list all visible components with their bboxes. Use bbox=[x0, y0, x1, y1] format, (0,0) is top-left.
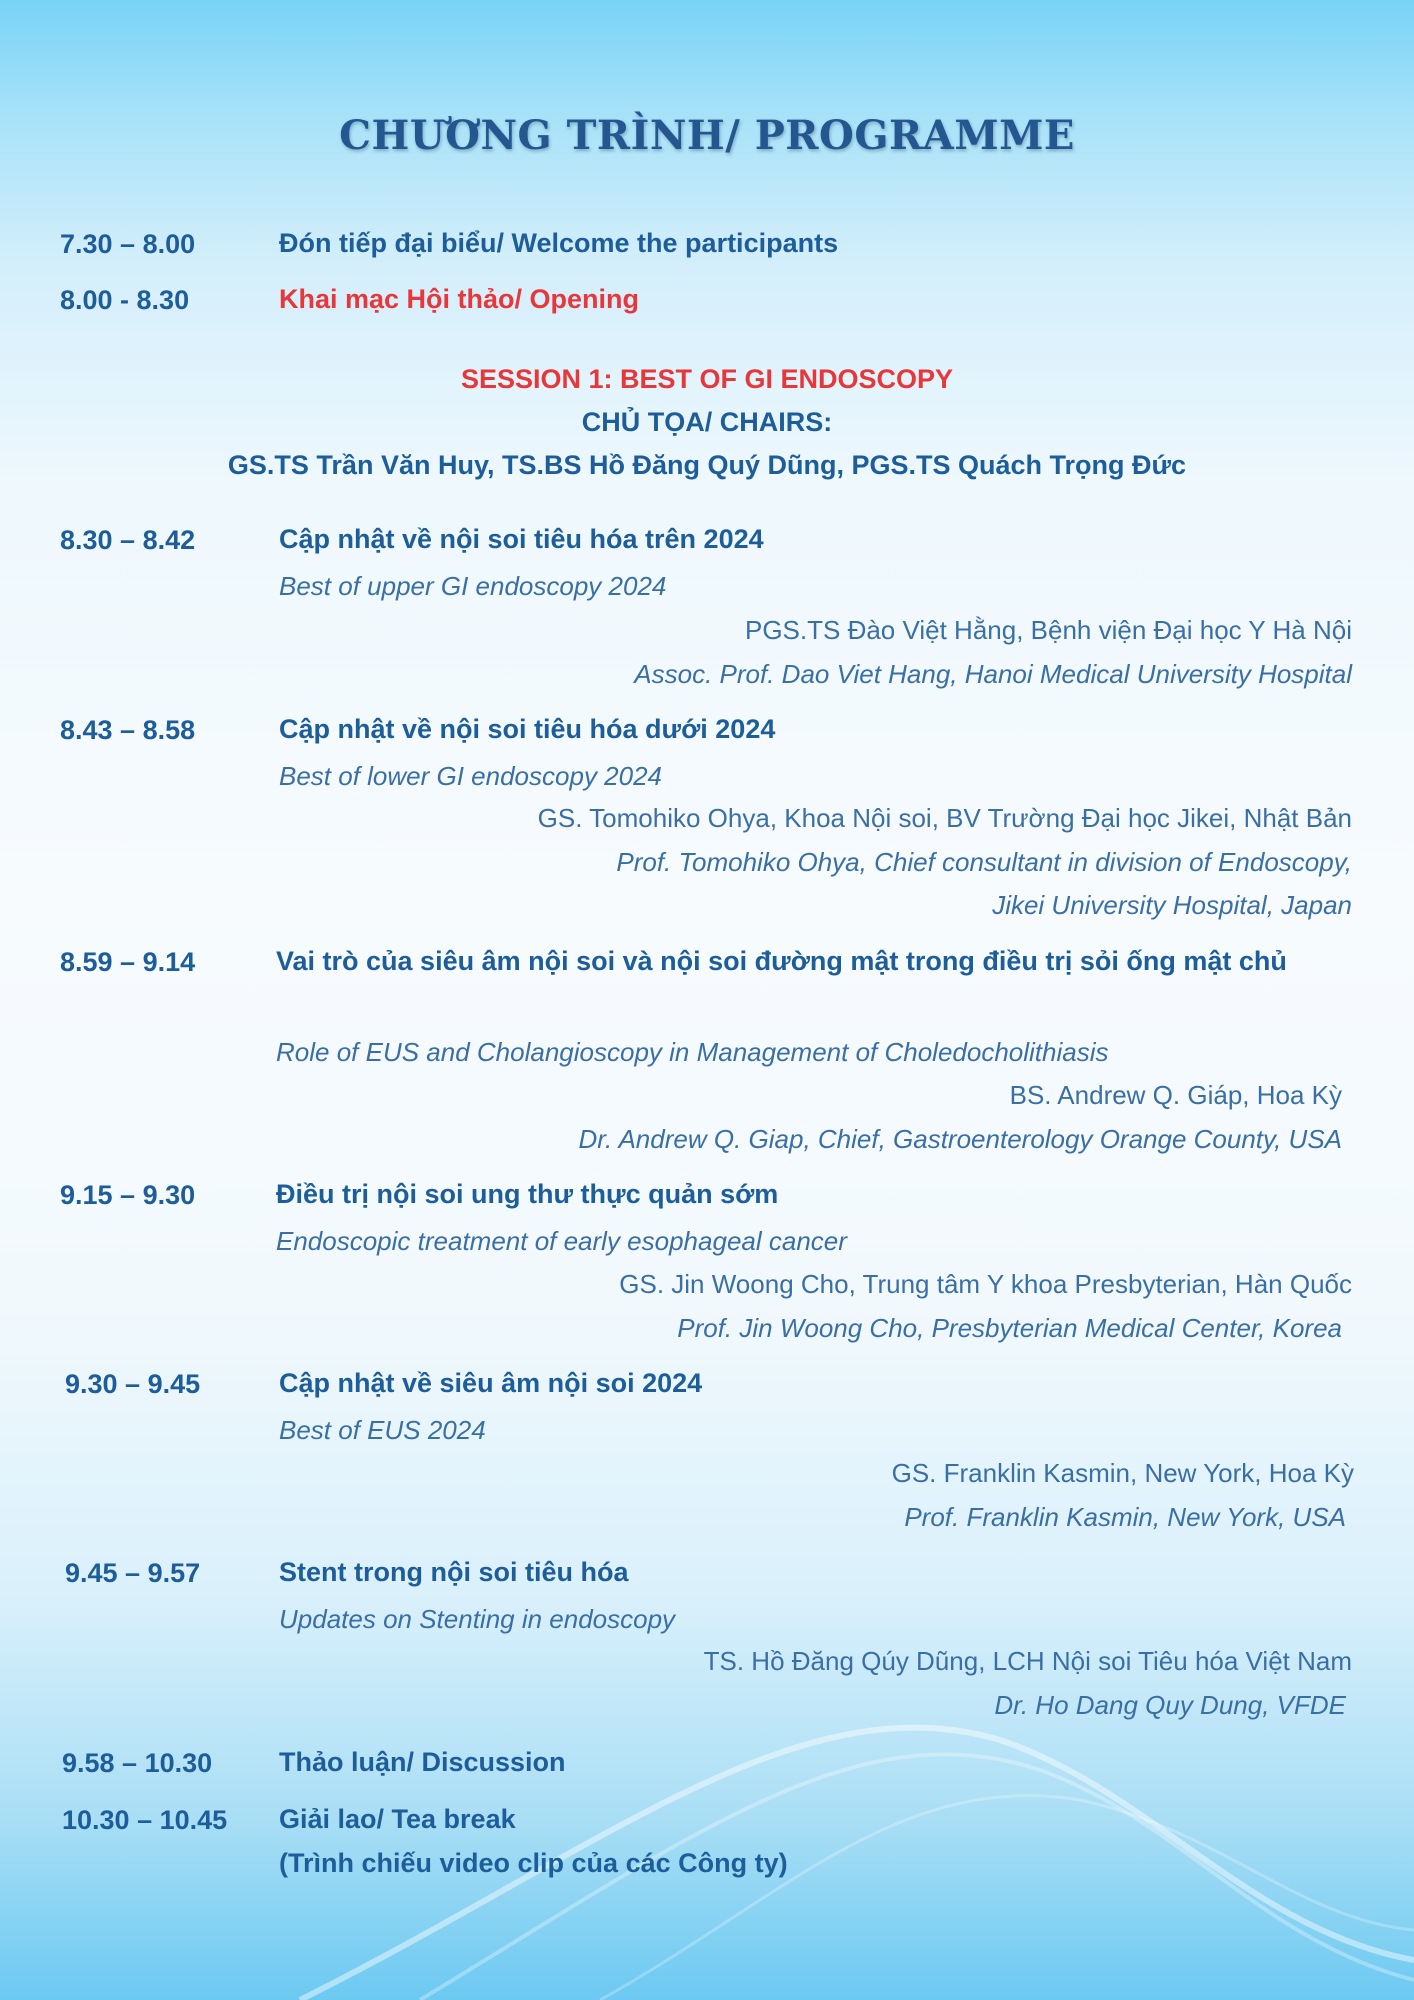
time-slot: 7.30 – 8.00 bbox=[60, 229, 196, 259]
speaker-en: Prof. Jin Woong Cho, Presbyterian Medical Center, Korea bbox=[677, 1313, 1342, 1343]
agenda-item: Thảo luận/ Discussion bbox=[279, 1747, 566, 1777]
chairs-names: GS.TS Trần Văn Huy, TS.BS Hồ Đăng Quý Dũng, PGS.TS Quách Trọng Đức bbox=[227, 450, 1187, 480]
page-title: CHƯƠNG TRÌNH/ PROGRAMME bbox=[339, 112, 1075, 159]
agenda-item: Giải lao/ Tea break bbox=[279, 1804, 516, 1834]
time-slot: 8.00 - 8.30 bbox=[60, 285, 190, 315]
time-slot: 8.43 – 8.58 bbox=[60, 715, 196, 745]
agenda-item-note: (Trình chiếu video clip của các Công ty) bbox=[279, 1848, 788, 1878]
time-slot: 9.45 – 9.57 bbox=[65, 1558, 201, 1588]
speaker-vi: TS. Hồ Đăng Qúy Dũng, LCH Nội soi Tiêu hóa Việt Nam bbox=[703, 1646, 1352, 1676]
speaker-en: Prof. Franklin Kasmin, New York, USA bbox=[904, 1502, 1346, 1532]
talk-title-en: Best of EUS 2024 bbox=[279, 1415, 486, 1445]
time-slot: 8.30 – 8.42 bbox=[60, 525, 196, 555]
talk-title-vi: Stent trong nội soi tiêu hóa bbox=[279, 1557, 629, 1587]
talk-title-vi: Cập nhật về nội soi tiêu hóa trên 2024 bbox=[279, 524, 764, 554]
time-slot: 10.30 – 10.45 bbox=[62, 1805, 228, 1835]
time-slot: 9.30 – 9.45 bbox=[65, 1369, 201, 1399]
talk-title-en: Best of upper GI endoscopy 2024 bbox=[279, 571, 667, 601]
time-slot: 9.15 – 9.30 bbox=[60, 1180, 196, 1210]
talk-title-vi: Cập nhật về siêu âm nội soi 2024 bbox=[279, 1368, 703, 1398]
speaker-vi: BS. Andrew Q. Giáp, Hoa Kỳ bbox=[1009, 1080, 1342, 1110]
speaker-en: Dr. Ho Dang Quy Dung, VFDE bbox=[994, 1690, 1346, 1720]
speaker-en-affiliation: Jikei University Hospital, Japan bbox=[992, 890, 1352, 920]
chairs-label: CHỦ TỌA/ CHAIRS: bbox=[581, 407, 833, 437]
speaker-en: Prof. Tomohiko Ohya, Chief consultant in division of Endoscopy, bbox=[616, 847, 1352, 877]
talk-title-en: Endoscopic treatment of early esophageal cancer bbox=[276, 1226, 847, 1256]
talk-title-vi: Vai trò của siêu âm nội soi và nội soi đường mật trong điều trị sỏi ống mật chủ bbox=[276, 946, 1287, 976]
time-slot: 8.59 – 9.14 bbox=[60, 947, 196, 977]
time-slot: 9.58 – 10.30 bbox=[62, 1748, 213, 1778]
speaker-en: Dr. Andrew Q. Giap, Chief, Gastroenterology Orange County, USA bbox=[578, 1124, 1342, 1154]
talk-title-vi: Điều trị nội soi ung thư thực quản sớm bbox=[276, 1179, 779, 1209]
speaker-vi: GS. Jin Woong Cho, Trung tâm Y khoa Presbyterian, Hàn Quốc bbox=[619, 1269, 1352, 1299]
session-title: SESSION 1: BEST OF GI ENDOSCOPY bbox=[460, 364, 954, 394]
talk-title-en: Best of lower GI endoscopy 2024 bbox=[279, 761, 663, 791]
agenda-item: Khai mạc Hội thảo/ Opening bbox=[279, 284, 640, 314]
speaker-vi: PGS.TS Đào Việt Hằng, Bệnh viện Đại học Y Hà Nội bbox=[744, 615, 1352, 645]
talk-title-en: Role of EUS and Cholangioscopy in Management of Choledocholithiasis bbox=[276, 1037, 1109, 1067]
talk-title-en: Updates on Stenting in endoscopy bbox=[279, 1604, 676, 1634]
talk-title-vi: Cập nhật về nội soi tiêu hóa dưới 2024 bbox=[279, 714, 776, 744]
agenda-item: Đón tiếp đại biểu/ Welcome the participants bbox=[279, 228, 839, 258]
speaker-en: Assoc. Prof. Dao Viet Hang, Hanoi Medical University Hospital bbox=[634, 659, 1352, 689]
speaker-vi: GS. Franklin Kasmin, New York, Hoa Kỳ bbox=[891, 1458, 1354, 1488]
speaker-vi: GS. Tomohiko Ohya, Khoa Nội soi, BV Trường Đại học Jikei, Nhật Bản bbox=[537, 803, 1352, 833]
